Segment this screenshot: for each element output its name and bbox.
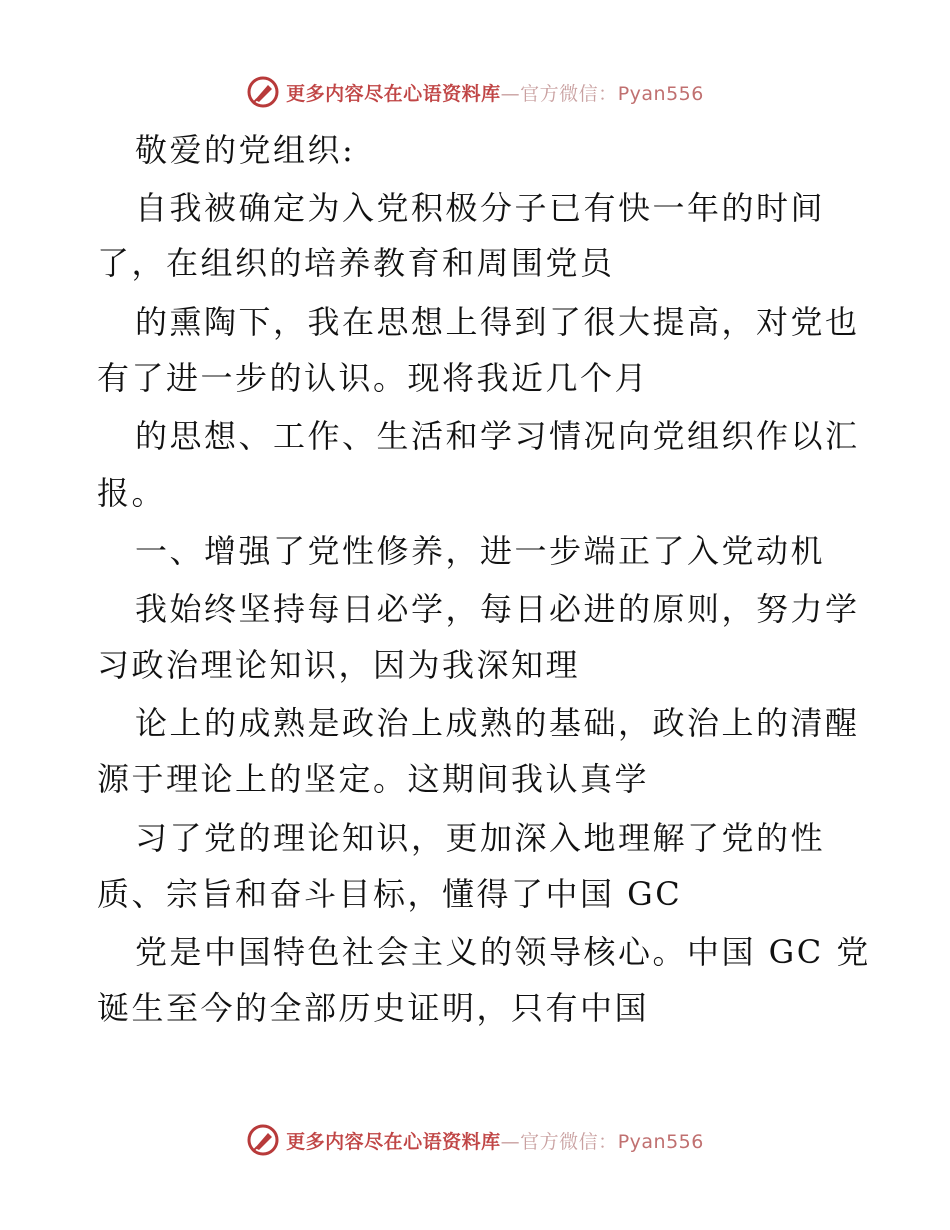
section-heading: 一、增强了党性修养，进一步端正了入党动机 (135, 532, 826, 570)
paragraph-line: 自我被确定为入党积极分子已有快一年的时间 (135, 189, 826, 227)
watermark-main: 更多内容尽在心语资料库 (286, 82, 501, 105)
quill-logo-icon (246, 75, 280, 109)
paragraph-line: 的思想、工作、生活和学习情况向党组织作以汇 (135, 417, 860, 455)
paragraph-line: 的熏陶下，我在思想上得到了很大提高，对党也 (135, 303, 860, 341)
watermark-handle: Pyan556 (617, 82, 704, 105)
paragraph-line: 党是中国特色社会主义的领导核心。中国 GC 党 (135, 933, 871, 971)
paragraph-line: 习政治理论知识，因为我深知理 (97, 646, 581, 684)
watermark-handle: Pyan556 (617, 1130, 704, 1153)
watermark-main: 更多内容尽在心语资料库 (286, 1130, 501, 1153)
footer-watermark (0, 1120, 950, 1160)
paragraph-line: 诞生至今的全部历史证明，只有中国 (97, 989, 650, 1027)
watermark-text (286, 1127, 704, 1154)
watermark-text (286, 79, 704, 106)
quill-logo-icon (246, 1123, 280, 1157)
paragraph-line: 有了进一步的认识。现将我近几个月 (97, 359, 650, 397)
paragraph-line: 源于理论上的坚定。这期间我认真学 (97, 760, 650, 798)
paragraph-line: 习了党的理论知识，更加深入地理解了党的性 (135, 819, 826, 857)
paragraph-line: 论上的成熟是政治上成熟的基础，政治上的清醒 (135, 704, 860, 742)
watermark-separator: —官方微信： (500, 82, 618, 105)
paragraph-line: 质、宗旨和奋斗目标，懂得了中国 GC (97, 875, 683, 913)
watermark-separator: —官方微信： (500, 1130, 618, 1153)
paragraph-line: 了，在组织的培养教育和周围党员 (97, 244, 615, 282)
paragraph-line: 我始终坚持每日必学，每日必进的原则，努力学 (135, 590, 860, 628)
header-watermark (0, 72, 950, 112)
salutation: 敬爱的党组织: (135, 131, 356, 169)
paragraph-line: 报。 (97, 474, 167, 512)
